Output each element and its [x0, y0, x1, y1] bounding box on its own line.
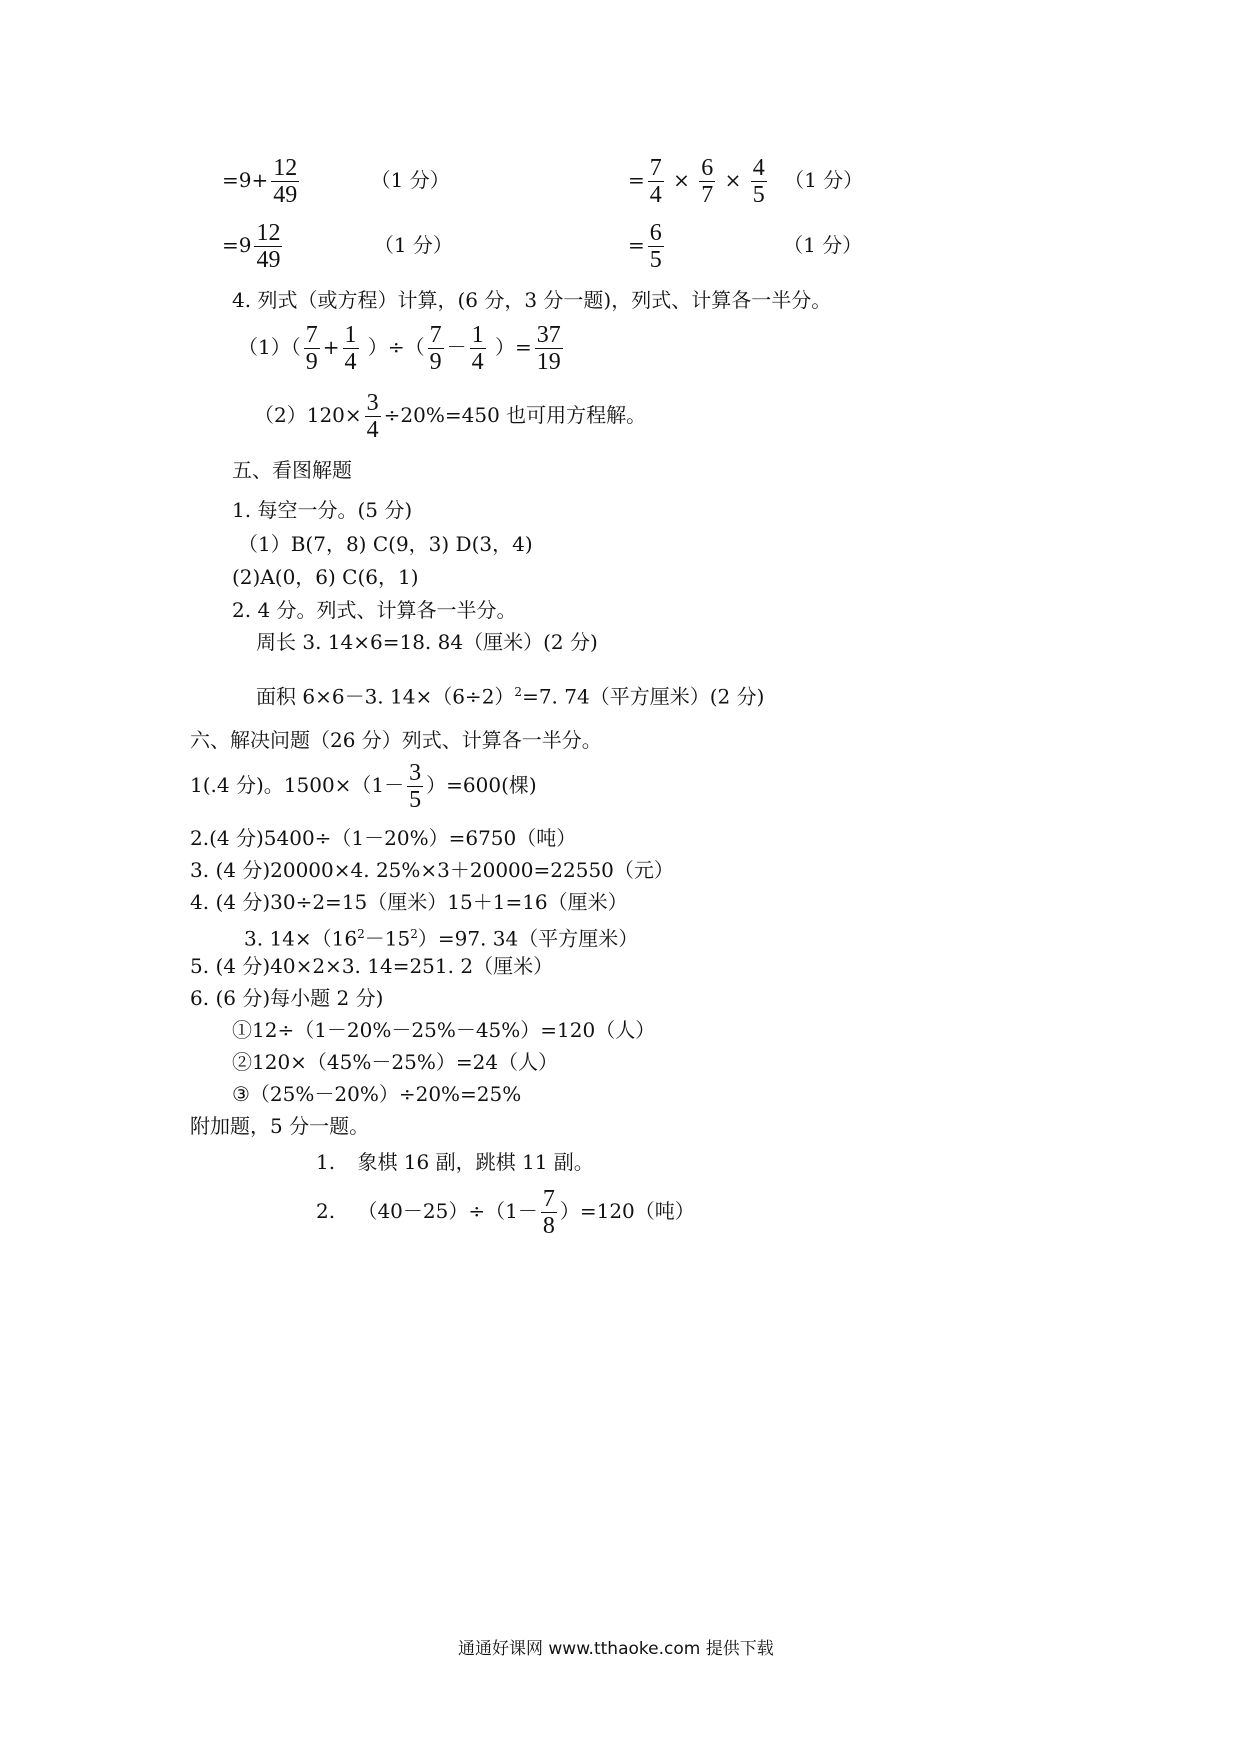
fraction	[699, 155, 715, 208]
fraction	[535, 322, 563, 375]
denominator: 19	[536, 349, 561, 375]
footer: 通通好课网 www.tthaoke.com 提供下载	[458, 1639, 774, 1659]
expr-text: －	[446, 335, 467, 359]
section-5-title: 五、看图解题	[232, 458, 352, 482]
s6-q5: 5. (4 分)40×2×3. 14=251. 2（厘米）	[190, 954, 554, 978]
s6-q6: 6. (6 分)每小题 2 分)	[190, 986, 384, 1010]
numerator: 7	[649, 155, 662, 181]
expr-text: 面积 6×6－3. 14×（6÷2）	[256, 684, 515, 709]
fraction	[648, 155, 664, 208]
q4-part-1	[238, 322, 566, 375]
expr-text: +	[322, 335, 340, 359]
denominator: 49	[256, 247, 281, 273]
denominator: 4	[344, 349, 357, 375]
s6-q4a: 4. (4 分)30÷2=15（厘米）15＋1=16（厘米）	[190, 890, 628, 914]
q4-heading: 4. 列式（或方程）计算，(6 分，3 分一题)，列式、计算各一半分。	[232, 288, 832, 312]
denominator: 4	[471, 349, 484, 375]
expr-text: ×	[724, 168, 742, 192]
expr-text: （1）（	[238, 335, 301, 359]
fraction	[470, 322, 486, 375]
fraction	[271, 155, 299, 208]
denominator: 7	[701, 182, 714, 208]
numerator: 37	[536, 322, 561, 348]
denominator: 4	[649, 182, 662, 208]
s6-q6-1: ①12÷（1－20%－25%－45%）=120（人）	[232, 1018, 656, 1042]
expr-text: （2）120×	[254, 403, 362, 427]
s6-q3: 3. (4 分)20000×4. 25%×3＋20000=22550（元）	[190, 858, 674, 882]
expr-text: 1(.4 分)。1500×（1－	[190, 773, 405, 797]
s5-q2-perimeter: 周长 3. 14×6=18. 84（厘米）(2 分)	[256, 630, 598, 654]
s5-q1-part1: （1）B(7，8) C(9，3) D(3，4)	[238, 532, 533, 556]
s6-q4b	[244, 922, 638, 951]
exponent: 2	[410, 927, 418, 941]
s6-q6-2: ②120×（45%－25%）=24（人）	[232, 1050, 559, 1074]
numerator: 3	[366, 390, 379, 416]
extra-title: 附加题，5 分一题。	[190, 1114, 370, 1138]
expr-text: ）=600(棵)	[426, 773, 537, 797]
fraction	[365, 390, 381, 443]
denominator: 5	[649, 247, 662, 273]
calc-left-1	[222, 155, 450, 208]
numerator: 7	[429, 322, 442, 348]
expr-text: ）÷（	[367, 335, 425, 359]
denominator: 5	[752, 182, 765, 208]
denominator: 8	[542, 1213, 555, 1239]
item-number: 1.	[316, 1150, 336, 1174]
fraction	[343, 322, 359, 375]
numerator: 6	[701, 155, 714, 181]
q4-part-2	[254, 390, 646, 443]
expr-text: =7. 74（平方厘米）(2 分)	[522, 684, 765, 709]
expr-text: （40－25）÷（1－	[357, 1199, 538, 1223]
s5-q1-part2: (2)A(0，6) C(6，1)	[232, 565, 419, 589]
score-note: （1 分）	[370, 168, 450, 192]
s5-q1: 1. 每空一分。(5 分)	[232, 498, 413, 522]
score-note: （1 分）	[783, 233, 863, 257]
expr-text: 象棋 16 副，跳棋 11 副。	[357, 1150, 594, 1174]
fraction	[407, 760, 423, 813]
denominator: 4	[366, 417, 379, 443]
denominator: 9	[305, 349, 318, 375]
score-note: （1 分）	[784, 168, 864, 192]
numerator: 6	[649, 220, 662, 246]
score-note: （1 分）	[373, 233, 453, 257]
s5-q2-area	[256, 680, 764, 709]
item-number: 2.	[316, 1199, 336, 1223]
denominator: 9	[429, 349, 442, 375]
expr-text: ÷20%=450 也可用方程解。	[383, 403, 647, 427]
numerator: 7	[305, 322, 318, 348]
exponent: 2	[514, 685, 523, 699]
s6-q6-3: ③（25%－20%）÷20%=25%	[232, 1082, 522, 1106]
fraction	[541, 1186, 557, 1239]
expr-text: 3. 14×（16	[244, 926, 358, 951]
fraction	[254, 220, 282, 273]
expr-text: =	[628, 233, 645, 257]
fraction	[304, 322, 320, 375]
fraction	[751, 155, 767, 208]
calc-left-2	[222, 220, 453, 273]
s5-q2: 2. 4 分。列式、计算各一半分。	[232, 598, 517, 622]
expr-text: ）=	[494, 335, 532, 359]
denominator: 49	[273, 182, 298, 208]
s6-q2: 2.(4 分)5400÷（1－20%）=6750（吨）	[190, 826, 577, 850]
expr-text: ×	[673, 168, 690, 192]
calc-right-2	[628, 220, 862, 273]
s6-q1	[190, 760, 537, 813]
numerator: 12	[273, 155, 298, 181]
numerator: 3	[409, 760, 422, 786]
extra-q1	[316, 1150, 594, 1174]
expr-text: =9+	[222, 168, 269, 192]
expr-text: －15	[364, 926, 411, 951]
numerator: 1	[344, 322, 357, 348]
extra-q2	[316, 1186, 695, 1239]
numerator: 12	[256, 220, 281, 246]
fraction	[428, 322, 444, 375]
numerator: 1	[471, 322, 484, 348]
expr-text: ）=97. 34（平方厘米）	[417, 926, 639, 951]
calc-right-1	[628, 155, 863, 208]
expr-text: ）=120（吨）	[559, 1199, 695, 1223]
section-6-title: 六、解决问题（26 分）列式、计算各一半分。	[190, 728, 602, 752]
expr-text: =9	[222, 233, 252, 257]
expr-text: =	[628, 168, 645, 192]
fraction	[648, 220, 664, 273]
denominator: 5	[409, 787, 422, 813]
numerator: 4	[752, 155, 765, 181]
exponent: 2	[357, 927, 365, 941]
numerator: 7	[542, 1186, 555, 1212]
